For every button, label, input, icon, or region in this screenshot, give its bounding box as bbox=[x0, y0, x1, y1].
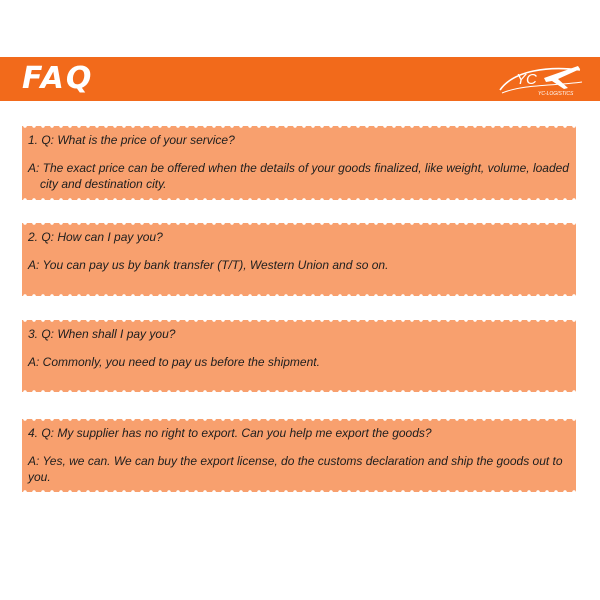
faq-item-1 bbox=[22, 126, 576, 200]
airplane-icon bbox=[494, 60, 586, 98]
faq-answer: A: Yes, we can. We can buy the export license, do the customs declaration and ship the goods out to you. bbox=[28, 454, 563, 484]
faq-question: 1. Q: What is the price of your service? bbox=[28, 133, 235, 147]
logo-subtext: YC-LOGISTICS bbox=[538, 91, 574, 97]
faq-item-3 bbox=[22, 320, 576, 392]
faq-answer: A: Commonly, you need to pay us before the shipment. bbox=[28, 355, 320, 369]
faq-header bbox=[0, 57, 600, 101]
faq-item-4 bbox=[22, 419, 576, 492]
faq-item-2 bbox=[22, 223, 576, 296]
faq-answer: A: You can pay us by bank transfer (T/T), Western Union and so on. bbox=[28, 258, 389, 272]
faq-answer: A: The exact price can be offered when the details of your goods finalized, like weight, volume, loaded city and destination city. bbox=[28, 161, 569, 191]
faq-question: 3. Q: When shall I pay you? bbox=[28, 327, 176, 341]
company-logo bbox=[494, 60, 586, 98]
faq-question: 4. Q: My supplier has no right to export. Can you help me export the goods? bbox=[28, 426, 432, 440]
logo-text: YC bbox=[516, 71, 537, 88]
page-title: FAQ bbox=[22, 61, 94, 96]
faq-question: 2. Q: How can I pay you? bbox=[28, 230, 163, 244]
